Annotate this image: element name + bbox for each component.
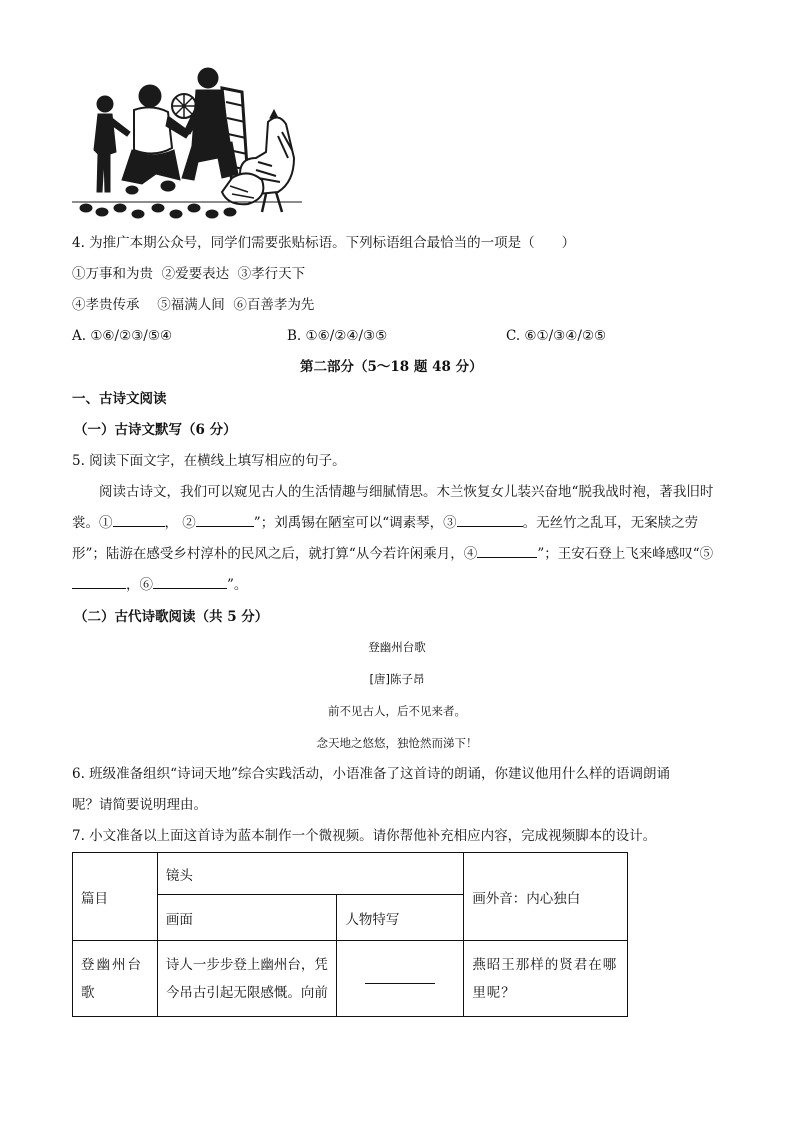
blank-2[interactable] (196, 512, 254, 527)
q5-seg6: ，⑥ (126, 577, 153, 593)
q4-option-a: A. ①⑥/②③/⑤④ (72, 328, 173, 344)
q5-seg5: ”；王安石登上飞来峰感叹“⑤ (537, 546, 714, 562)
header-picture: 画面 (157, 895, 337, 941)
q4-stem: 4. 为推广本期公众号，同学们需要张贴标语。下列标语组合最恰当的一项是（ ） (72, 235, 576, 251)
poem-line-1: 前不见古人，后不见来者。 (328, 704, 466, 718)
q4-slogans-line1: ①万事和为贵 ②爱要表达 ③孝行天下 (72, 266, 306, 282)
q6-line2: 呢？请简要说明理由。 (72, 797, 207, 813)
poem-author: [唐]陈子昂 (369, 672, 425, 686)
cell-piece: 登幽州台歌 (73, 941, 158, 1017)
section1-title: 一、古诗文阅读 (72, 391, 167, 407)
child-head (97, 96, 113, 112)
woodcut-illustration (72, 62, 302, 224)
poem-title: 登幽州台歌 (368, 640, 426, 654)
poem-line-2: 念天地之悠悠，独怆然而涕下！ (316, 736, 478, 750)
q5-stem: 5. 阅读下面文字，在横线上填写相应的句子。 (72, 453, 346, 469)
cell-picture: 诗人一步步登上幽州台，凭今吊古引起无限感慨。向前 (157, 941, 337, 1017)
q4-slogans-line2: ④孝贵传承 ⑤福满人间 ⑥百善孝为先 (72, 297, 315, 313)
video-script-table (72, 852, 628, 1017)
q7-stem: 7. 小文准备以上面这首诗为蓝本制作一个微视频。请你帮他补充相应内容，完成视频脚本的设计。 (72, 828, 657, 844)
header-piece: 篇目 (73, 853, 158, 941)
q6-line1: 6. 班级准备组织“诗词天地”综合实践活动，小语准备了这首诗的朗诵，你建议他用什么样的语调朗诵 (72, 766, 670, 782)
header-voiceover: 画外音：内心独白 (464, 853, 628, 941)
q5-seg1: 阅读古诗文，我们可以窥见古人的生活情趣与细腻情思。木兰恢复女儿装兴奋地“脱我战时袍，著我旧时裳。① (72, 484, 714, 531)
q5-seg2: ， ② (164, 515, 196, 531)
header-character-closeup: 人物特写 (337, 895, 464, 941)
man-head (139, 85, 161, 107)
header-shot: 镜头 (157, 853, 463, 895)
q5-passage (72, 477, 718, 601)
part2-title: 第二部分（5～18 题 48 分） (300, 359, 483, 375)
q4-option-b: B. ①⑥/②④/③⑤ (287, 328, 388, 344)
blank-4[interactable] (477, 543, 537, 558)
q5-seg7: ”。 (227, 577, 248, 593)
elder-head (198, 68, 218, 88)
sub1-title: （一）古诗文默写（6 分） (74, 422, 237, 438)
sub2-title: （二）古代诗歌阅读（共 5 分） (74, 609, 269, 625)
q4-option-c: C. ⑥①/③④/②⑤ (506, 328, 607, 344)
blank-6[interactable] (153, 574, 227, 589)
q5-seg4: 。无丝竹之乱耳，无案牍之劳形”；陆游在感受乡村淳朴的民风之后，就打算“从今若许闲乘月，④ (72, 515, 699, 562)
cell-voiceover: 燕昭王那样的贤君在哪里呢？ (464, 941, 628, 1017)
q5-seg3: ”；刘禹锡在陋室可以“调素琴，③ (253, 515, 457, 531)
blank-character[interactable] (365, 969, 435, 984)
blank-5[interactable] (72, 574, 126, 589)
blank-1[interactable] (113, 512, 165, 527)
cell-character-blank[interactable] (337, 941, 464, 1017)
blank-3[interactable] (457, 512, 523, 527)
